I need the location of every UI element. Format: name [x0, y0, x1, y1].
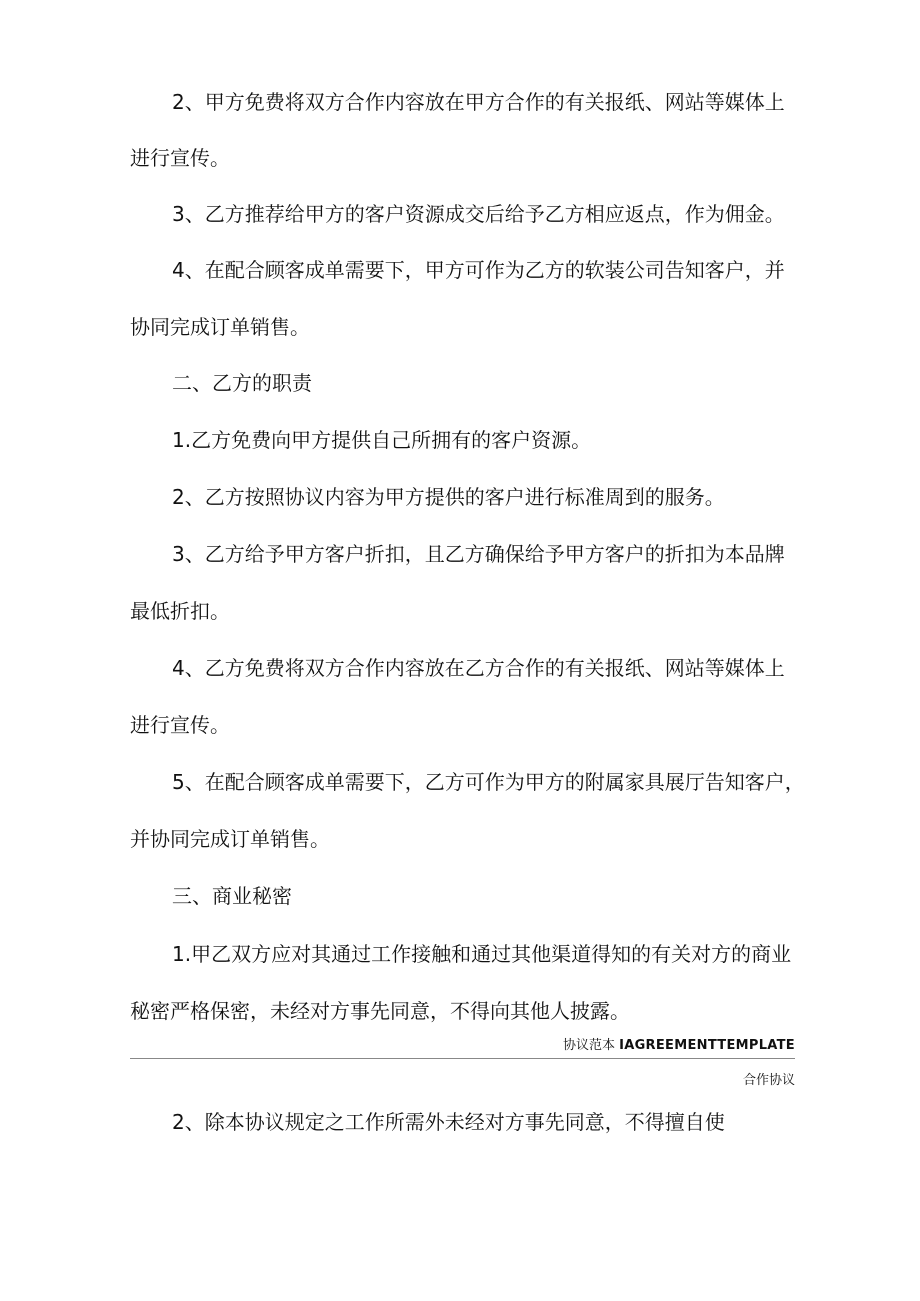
clause-b1: 1.乙方免费向甲方提供自己所拥有的客户资源。: [172, 428, 592, 452]
clause-a3: 3、乙方推荐给甲方的客户资源成交后给予乙方相应返点，作为佣金。: [172, 202, 785, 226]
clause-b4-line-2: 进行宣传。: [130, 713, 230, 737]
footer-subtitle: 合作协议: [742, 1073, 795, 1088]
footer-label: [563, 1038, 795, 1054]
clause-b3-line-1: 3、乙方给予甲方客户折扣，且乙方确保给予甲方客户的折扣为本品牌: [172, 542, 785, 566]
section-heading-3: 三、商业秘密: [172, 884, 292, 908]
clause-b3-line-2: 最低折扣。: [130, 599, 230, 623]
clause-b5-line-1: 5、在配合顾客成单需要下，乙方可作为甲方的附属家具展厅告知客户，: [172, 770, 805, 794]
clause-a2-line-1: 2、甲方免费将双方合作内容放在甲方合作的有关报纸、网站等媒体上: [172, 90, 785, 114]
footer-brand: IAGREEMENTTEMPLATE: [619, 1038, 795, 1053]
clause-a4-line-2: 协同完成订单销售。: [130, 315, 310, 339]
clause-b2: 2、乙方按照协议内容为甲方提供的客户进行标准周到的服务。: [172, 485, 725, 509]
clause-c1-line-2: 秘密严格保密，未经对方事先同意，不得向其他人披露。: [130, 999, 630, 1023]
footer-divider: [130, 1058, 795, 1059]
footer-prefix: 协议范本: [562, 1038, 615, 1053]
clause-a2-line-2: 进行宣传。: [130, 146, 230, 170]
clause-c1-line-1: 1.甲乙双方应对其通过工作接触和通过其他渠道得知的有关对方的商业: [172, 942, 792, 966]
clause-b4-line-1: 4、乙方免费将双方合作内容放在乙方合作的有关报纸、网站等媒体上: [172, 656, 785, 680]
clause-a4-line-1: 4、在配合顾客成单需要下，甲方可作为乙方的软装公司告知客户，并: [172, 258, 785, 282]
section-heading-2: 二、乙方的职责: [172, 371, 312, 395]
clause-c2-line-1: 2、除本协议规定之工作所需外未经对方事先同意，不得擅自使: [172, 1110, 725, 1134]
clause-b5-line-2: 并协同完成订单销售。: [130, 827, 330, 851]
